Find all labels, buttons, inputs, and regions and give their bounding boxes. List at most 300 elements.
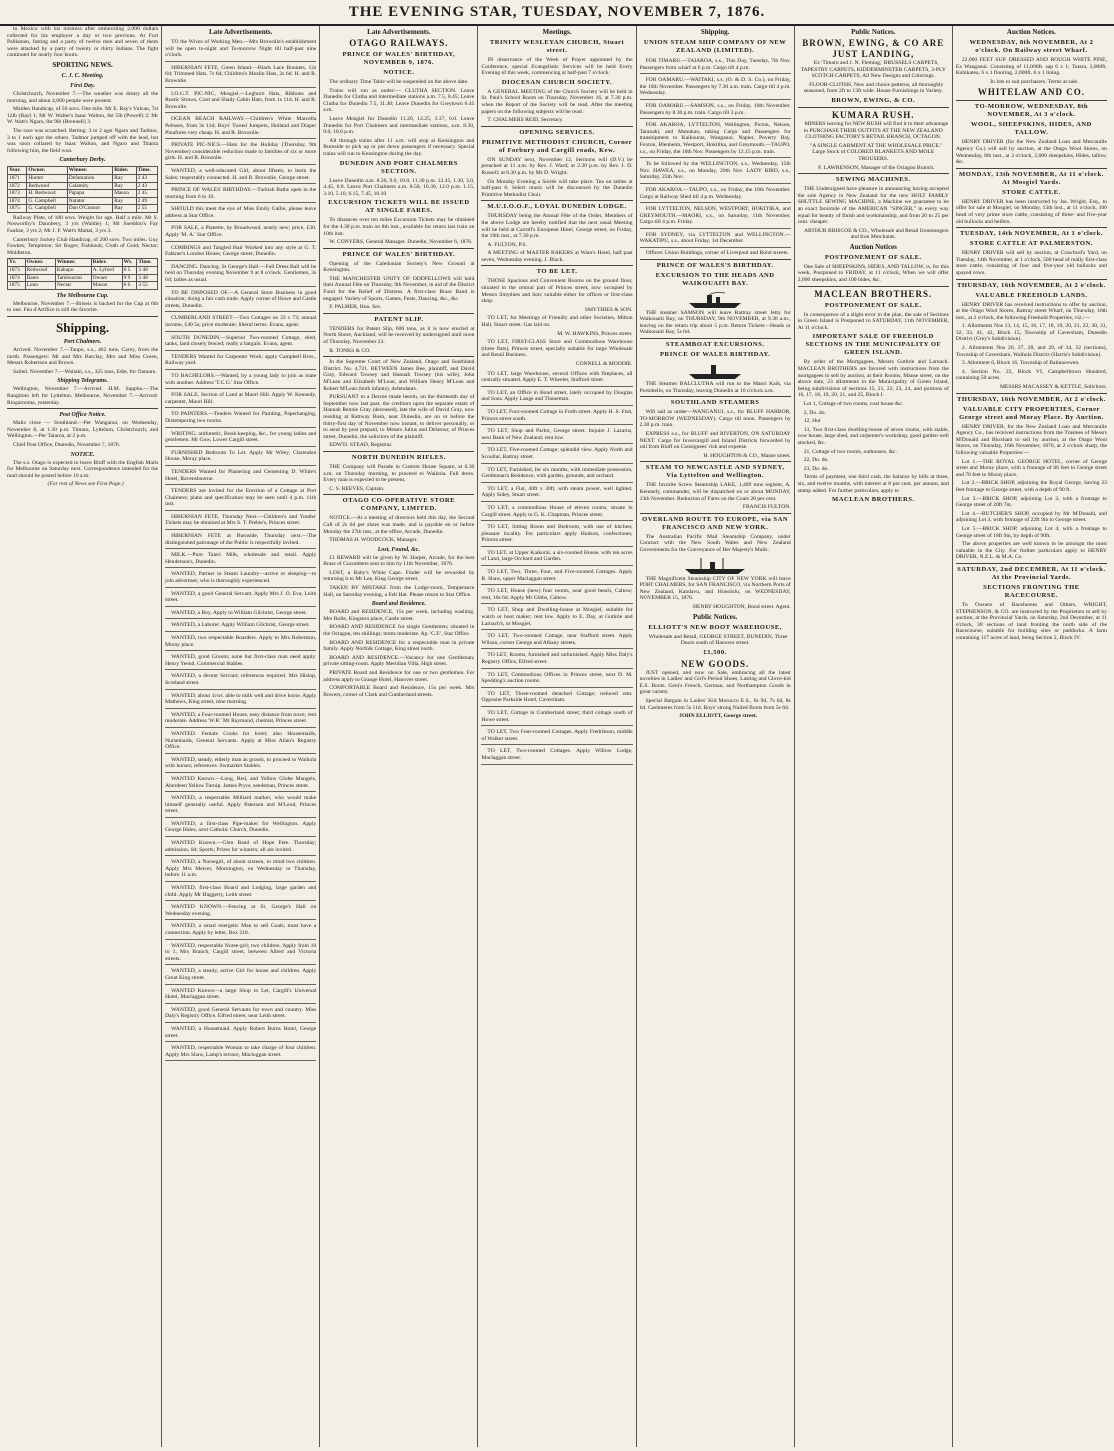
table-cell: 1874 (8, 274, 26, 282)
kumara-signature: F. LAWRENSON, Manager of the Octagon Branch. (818, 164, 935, 171)
table-header-cell: Winner. (67, 167, 112, 175)
classified-ad: WANTED, a smart energetic Man to sell Coals; must have a connection. Apply by letter, Box 218. (165, 922, 316, 939)
board-item: BOARD AND RESIDENCE for a respectable man in private family. Apply Norfolk Cottage, King street north. (323, 639, 475, 653)
auction-subtitle: STORE CATTLE AT PALMERSTON. (969, 240, 1093, 248)
newcastle-paragraph: THE favorite Screw Steamship LAKE, 1,489 tons register, A. Kennedy, commander, will be dispatched on or about MONDAY, 13th November. Reduction of Fares on the Coast 20 per cent. (639, 482, 791, 502)
sailing-notice: FOR LYTTELTON, NELSON, WESTPORT, HOKITIKA, and GREYMOUTH.—MAORI, s.s., on Saturday, 11th November. Cargo till 4 p.m. Friday. (640, 205, 791, 229)
elliott-subtitle: Wholesale and Retail, GEORGE STREET, DUNEDIN, Three Doors south of Hanover street. (648, 633, 788, 647)
church-title: TRINITY WESLEYAN CHURCH, Stuart street. (489, 39, 625, 54)
table-header-cell: Wt. (122, 259, 137, 267)
lost-heading: Lost, Found, &c. (377, 546, 420, 553)
table-row (8, 205, 158, 213)
table-header-cell: Rider. (113, 167, 136, 175)
divider (7, 408, 158, 409)
lodge-signature: A. FULTON, P.S. (487, 241, 527, 248)
table-body (8, 174, 158, 212)
classified-ad: TO PAINTERS.—Tenders Wanted for Painting, Paperhanging, Distempering two rooms. (165, 410, 316, 427)
court-signature: EDW'D. STEAD, Registrar. (329, 442, 393, 449)
classified-ad: SOUTH DUNEDIN.—Superior Two-roomed Cottage, shed, tanks, land closely fenced; really a bargain. Evans, agent. (165, 334, 316, 351)
lot-item: Lot 1, Cottage of two rooms, coal house &c. (803, 401, 904, 407)
divider (956, 393, 1107, 394)
divider (798, 173, 949, 174)
divider (640, 338, 791, 339)
elliott-paragraph: Special Bargain in Ladies' Kid Morocco E.S., 6s 9d, 7s 6d, 8s 6d. Cashmeres from 5s 11d. Boys' strong Nailed Boots from 5s 6d. (639, 698, 791, 711)
classified-ad: TO BACHELORS.—Wanted, by a young lady to join as mate with another. Address 'T.C.G.' Star Office. (165, 372, 316, 389)
shipping-paragraph: Wellington, November 7.—Arrived: H.M. Sappho.—The Rangitoto left for Lyttelton. Melbourne, November 7.—Arrived: Ringarooma, yesterday. (7, 386, 159, 406)
table-cell: 1874 (8, 197, 27, 205)
table-cell: G. Campbell (27, 197, 67, 205)
auction-note: In lots to suit purchasers. Terms at sale. (990, 78, 1079, 85)
divider (323, 356, 474, 357)
elliott-amount: £1,500. (703, 648, 727, 656)
table-cell: Mason (113, 190, 136, 198)
table-cell: Mason (91, 282, 122, 290)
steamer-icon (640, 361, 791, 381)
notice-paragraph: The s.s. Otago is expected to leave Bluff with the English Mails for Melbourne on Saturday next. Correspondence intended for the mail should be posted before 10 a.m. (7, 459, 159, 479)
classified-ad: TENDERS are invited for the Erection of a Cottage at Port Chalmers; plans and specification may be seen until 4 p.m. 11th inst. (165, 487, 316, 511)
postponement-title: POSTPONEMENT OF SALE. (824, 253, 922, 261)
rifles-signature: C. S. REEVES, Captain. (329, 485, 385, 492)
auction-paragraph: HENRY DRIVER (for the New Zealand Loan and Mercantile Agency Co.) will sell by auction, at the Otago Wool Stores, on Wednesday, 8th inst., at 3 o'clock, 2,000 sheepskins, Hides, tallow, &c. (955, 139, 1107, 166)
columns (4, 26, 1110, 1447)
whitelaw-title: WHITELAW AND CO. (977, 87, 1085, 98)
important-sale-signature: MACLEAN BROTHERS. (832, 496, 915, 504)
table-header-cell: Yr. (8, 259, 26, 267)
divider (323, 451, 474, 452)
to-let-signature: CONNELL & MOODIE. (575, 361, 633, 367)
masthead: THE EVENING STAR, TUESDAY, NOVEMBER 7, 1876. (0, 0, 1114, 26)
day-heading: First Day. (70, 82, 95, 89)
classified-ad: WANTED, two respectable Boarders. Apply to Mrs Robertson, Moray place. (165, 634, 316, 651)
diocesan-paragraph: A GENERAL MEETING of the Church Society will be held in St. Paul's School Room on Thursday, November 16, at 7.30 p.m. when the Report of the Society will be read. After the meeting papers on the following subjects will be read. (481, 88, 633, 115)
sailing-notice: FOR TIMARU.—TAIAROA, s.s., This Day, Tuesday, 7th Nov. Passengers from wharf at 6 p.m. Cargo till 4 p.m. (640, 57, 791, 74)
auction-notices-heading: Auction Notices. (1006, 28, 1056, 36)
lots-list (956, 459, 1107, 540)
column-meetings (477, 26, 635, 1447)
divider (323, 494, 474, 495)
overland-title: OVERLAND ROUTE TO EUROPE, via SAN FRANCISCO AND NEW YORK. (642, 515, 789, 531)
usc-signature: Offices: Union Buildings, corner of Liverpool and Bond streets. (645, 250, 789, 257)
to-let-item: TO LET, Three-roomed detached Cottage; reduced rent. Opposite Parkside Hotel, Caversham. (481, 690, 632, 707)
to-let-list (481, 370, 632, 765)
auction-date: THURSDAY, 16th NOVEMBER, At 2 o'clock. (956, 395, 1106, 403)
derby-heading: Canterbury Derby. (59, 157, 106, 164)
table-row (8, 174, 158, 182)
postponement-paragraph: One Sale of SHEEPSKINS, HIDES, AND TALLOW, is, for this week, Postponed to FRIDAY, at 11 o'clock, When we will offer 2,000 sheepskins, and 100 hides, &c. (797, 263, 949, 284)
classified-ad: COMBINGS and Tangled Hair Worked into any style at G. T. Falkner's London House, George street, Dunedin. (165, 244, 316, 261)
classified-ad: WANTED, steady, elderly man as groom, to proceed to Waihola with horses; references. Swmarket Stables. (165, 756, 316, 773)
auction-subtitle: VALUABLE CITY PROPERTIES, Corner George street and Moray Place. By Auction. (959, 405, 1104, 421)
to-let-item: TO LET, a Flat, 40ft x 30ft, with steam power, well lighted. Apply Sidey, Stuart street. (481, 485, 632, 502)
to-let-item: TO LET, Four-roomed Cottage in Forth street. Apply H. S. Fish, Princes street south. (481, 408, 632, 425)
derby-table (7, 166, 158, 213)
auction-paragraph: HENRY DRIVER will sell by auction, at Crawford's Yard, on Tuesday, 14th November, at 1 o'clock, 500 head of really first-class store cattle, consisting of four and five-year old bullocks and spayed cows. (955, 250, 1107, 276)
properties-list (956, 323, 1107, 382)
elliott-title: ELLIOTT'S NEW BOOT WAREHOUSE, (648, 623, 782, 631)
lodge-title: M.U.I.O.O.F., LOYAL DUNEDIN LODGE. (487, 203, 627, 211)
table-cell: Kakapo (55, 267, 91, 275)
table-cell: 2 49 (136, 197, 158, 205)
classified-ad: WANTED, a steady, active Girl for house and children. Apply Great King street. (165, 967, 316, 984)
table-cell: 1871 (8, 174, 27, 182)
birthday-title: PRINCE OF WALES' BIRTHDAY. (342, 250, 456, 258)
railways-paragraph: Trains will run as under:— CLUTHA SECTION. Leave Dunedin for Clutha and intermediate stations a.m. 7.5, 8.45; Leave Clutha for Dunedin 7.5, 11.40; Leave Dunedin for Greytown 6.45 a.m. (323, 87, 475, 114)
shipping-heading: Shipping. (700, 28, 730, 36)
table-header-cell: Owner. (25, 259, 55, 267)
to-let-signature: SMYTHIES & SON. (584, 306, 633, 313)
kumara-title: KUMARA RUSH. (832, 109, 915, 120)
coop-title: OTAGO CO-OPERATIVE STORE COMPANY, LIMITED. (342, 497, 456, 513)
express-signature: H. HOUGHTON & CO., Manse street. (703, 452, 791, 459)
divider (481, 265, 632, 266)
shipping-paragraph: Sailed. November 7.—Waitaki, s.s., 325 tons, Edie, for Oamaru. (13, 368, 157, 375)
slip-title: PATENT SLIP. (374, 315, 424, 323)
steamer-icon (640, 290, 791, 310)
classified-ad: WANTED, respectable Nurse-girl; two children. Apply from 10 to 1, Mrs Branch, Cargill street, between Albert and Victoria streets. (165, 942, 316, 966)
classified-ad: WANTED, about 1cwt. able to milk well and drive horse. Apply Mathews, King street, nine morning. (165, 692, 316, 709)
table-cell: 1873 (8, 190, 27, 198)
lodge-paragraph: THURSDAY being the Annual Fête of the Order, Members of the above Lodge are hereby notified that the next usual Meeting will be held at Carroll's European Hotel, George street, on Friday, the 10th inst., at 7.30 p.m. (481, 213, 633, 240)
table-cell: G. Campbell (27, 205, 67, 213)
telegrams-heading: Shipping Telegrams. (57, 378, 108, 385)
table-header-row (8, 259, 158, 267)
sporting-heading: SPORTING NEWS. (52, 60, 113, 69)
classified-ad: TENDERS Wanted for Carpenter Work; apply Campbell Bros., Railway yard. (165, 353, 316, 370)
to-let-item: TO LET, Sitting Room and Bedroom, with use of kitchen; pleasant locality. For particulars apply Hudson, confectioner, Princes street. (481, 523, 632, 547)
newcastle-title: STEAM TO NEWCASTLE AND SYDNEY, Via Lyttelton and Wellington. (645, 464, 785, 480)
continued-note: (For rest of News see First Page.) (47, 481, 124, 488)
notice-heading: NOTICE. (70, 451, 95, 458)
elliott-signature: JOHN ELLIOTT, George street. (679, 713, 758, 720)
railways-paragraph: All through trains after 11 a.m. will stop at Kensington and Burnside to pick up or put down passengers if necessary. Special trains will run to Kensington during the day. (323, 137, 475, 157)
bec-paragraph: FLOOR-CLOTHS, New and choice patterns, all thoroughly seasoned, from 2ft to 13ft wide. House Furnishings in Variety. (803, 81, 944, 95)
classified-ad: HIBERNIAN FETE at Burnside, Thursday next.—The distinguished patronage of the Public is respectfully invited. (165, 532, 316, 549)
classified-ad: WANTED, a decent Servant; references required. Mrs Hislop, Scotland street. (165, 672, 316, 689)
table-cell: Tambourini (55, 274, 91, 282)
table-row (8, 282, 158, 290)
sewing-title: SEWING MACHINES. (835, 176, 911, 184)
auction-subtitle: WOOL, SHEEPSKINS, HIDES, AND TALLOW. (970, 121, 1092, 137)
divider (956, 168, 1107, 169)
newcastle-signature: FRANCIS FULTON. (742, 504, 791, 511)
race-paragraph: The race was scratched. Betting: 3 to 2 agst Ngaro and Tadmor, 3 to 1 each agst the others. Tadmor jumped off with the lead, but was soon collared by Isaac Walton, and Ngaro and Titania following him, the field won. (7, 127, 159, 154)
table-cell: 3 55 (137, 282, 158, 290)
to-let-item: TO LET, a commodious House of eleven rooms, situate in Cargill street. Apply to G. K. Chapman, Princes street. (481, 504, 632, 521)
table-header-cell: Winner. (55, 259, 91, 267)
column-news (4, 26, 161, 1447)
meetings-heading: Meetings. (542, 28, 572, 36)
lot-item: 13, Two first-class dwelling-house of seven rooms, with stable, cow house, large shed, and carpenter's workshop, good garden well stocked, &c. (797, 426, 949, 446)
classified-ad: TO BE DISPOSED OF.—A General Store Business in good situation; doing a fair cash trade. Apply corner of Howe and Castle streets, Dunedin. (165, 289, 316, 313)
table-row (8, 182, 158, 190)
classified-ad: WANTED, a Nursegirl, of about sixteen, to mind two children. Apply Mrs Mercer, Mornington, on Wednesday or Thursday, before 11 a.m. (165, 858, 316, 882)
to-let-item: TO LET, at Upper Kaikorai, a six-roomed House, with ten acres of Land, large Orchard and Garden. (481, 549, 632, 566)
classified-ad: TENDERS Wanted for Plastering and Cementing D. White's Hotel, Ravensbourne. (165, 468, 316, 485)
to-let-item: TO LET, large Warehouse, several Offices with fireplaces, all centrally situated. Apply E. T. Wheeler, Stafford street. (481, 370, 632, 387)
to-let-title: TO BE LET. (536, 268, 578, 276)
divider (798, 107, 949, 108)
slip-paragraph: TENDERS for Patent Slip, 600 tons, as it is now erected at North Shore, Auckland, will be received by undersigned until noon of Thursday, November 23. (323, 325, 475, 346)
classified-ad: WRITING, arithmetic, Book-keeping, &c., for young ladies and gentlemen. Mr Gow, Lower Cargill street. (165, 430, 316, 447)
property-item: 2. Allotments Nos 26, 27, 28, and 29, of 34, 22 (sections), Township of Caversham, Waihola District (Harris's Subdivision). (955, 345, 1107, 358)
railways-paragraph: Leave Mosgiel for Dunedin 11.20, 12.25, 3.37, 6.0. Leave Dunedin for Port Chalmers and intermediate stations, a.m. 8.30, 9.0, 10.0 p.m. (323, 115, 475, 136)
classified-ad: WANTED, a well-educated Girl, about fifteen, to learn the Sales; respectably connected. H. and R. Brownlie, George street. (165, 167, 316, 184)
board-item: BOARD AND RESIDENCE for single Gentlemen; situated in the Octagon, ten shillings; terms moderate. Ap. 'C.F.', Star Office. (323, 624, 475, 638)
divider (640, 396, 791, 397)
to-let-item: TO LET, Cottage in Cumberland street; third cottage south of Howe street. (481, 709, 632, 726)
usc-title: UNION STEAM SHIP COMPANY OF NEW ZEALAND (LIMITED). (643, 39, 787, 54)
to-let-item: TO LET, Two Four-roomed Cottages. Apply Fredrikson, middle of Walker street. (481, 728, 632, 745)
sailing-notice: FOR AKAROA, LYTTELTON, Wellington, Picton, Nelson, Taranaki, and Manukau, taking Cargo and Passengers for transhipment to Kaikouras, Wanganui, Napier, Poverty Bay, Foxton, Blenheim, Westport, Hokitika, and Greymouth.—TAUPO, s.s., on Friday, the 10th Nov. Passengers by 12.15 p.m. train. (640, 121, 791, 158)
table-cell: Ray (113, 174, 136, 182)
slip-signature: R. TONKS & CO. (329, 347, 371, 354)
column-late-ads-2 (319, 26, 477, 1447)
classified-ad: WANTED, a Housemaid. Apply Robert Burns Hotel, George street. (165, 1025, 316, 1042)
classified-ad: TO the Wives of Working Men.—Mrs Brownlie's establishment will be open to-night and To-morrow Night till half-past nine o'clock. (165, 38, 316, 62)
divider (7, 316, 158, 317)
table-cell: Calamity (67, 182, 112, 190)
port-heading: Port Chalmers. (63, 339, 102, 345)
column-public-notices (794, 26, 952, 1447)
auction-date: THURSDAY, 16th NOVEMBER, At 2 o'clock. (956, 281, 1106, 289)
sailing-notice: To be followed by the WELLINGTON, s.s., Wednesday, 15th Nov. HAWEA, s.s., on Monday, 20th Nov. LADY BIRD, s.s., Saturday, 25th Nov. (640, 160, 791, 184)
table-body (8, 267, 158, 290)
sailing-notice: FOR OAMARU.—WAITAKI, s.s. (O. & D. S. Co.), on Friday, the 10th November. Passengers by 7.30 a.m. train. Cargo till 4 p.m. Wednesday. (640, 76, 791, 100)
auction-date: MONDAY, 13th NOVEMBER, At 11 o'clock. At Mosgiel Yards. (959, 170, 1104, 186)
to-let-item: TO LET, House (new) four rooms, near good beach, Caltow; rent, 10s 6d. Apply Mr Gibbs, Caltow. (481, 587, 632, 604)
overland-signature: HENRY HOUGHTON, Bond street. Agent. (692, 603, 791, 610)
divider (640, 259, 791, 260)
elliott-goods: NEW GOODS. (680, 658, 750, 669)
late-ads-heading: Late Advertisements. (367, 28, 431, 36)
cj-heading: C. J. C. Meeting. (61, 72, 104, 79)
excursion-signature: W. CONYERS, General Manager. Dunedin, November 6, 1876. (329, 239, 473, 246)
church-paragraph: IN observance of the Week of Prayer appointed by the Conference, special Evangelistic Services will be held Every Evening of this week, commencing at half-past 7 o'clock. (481, 57, 633, 77)
classified-ad: WANTED, first-class Board and Lodging, large garden and child. Apply Mr Haggerty, Leith street. (165, 884, 316, 901)
divider (956, 100, 1107, 101)
sailing-notice: FOR OAMARU.—SAMSON, s.s., on Friday, 10th November. Passengers by 8.30 p.m. train. Cargo till 3 p.m. (640, 102, 791, 119)
property-item: 1. Allotments Nos 13, 14, 15, 16, 17, 18, 19, 20, 21, 22, 30, 31, 32, 33, 41, 42, Block 15, Township of Caversham, Dunedin District (Grey's Subdivision). (955, 323, 1107, 343)
divider (640, 461, 791, 462)
auction-subtitle: STORE CATTLE. (1002, 188, 1061, 196)
opening-paragraph: ON SUNDAY next, November 12, Sermons will (D.V.) be preached at 11 a.m. by Rev. J. Ward; at 2.30 p.m. by Rev. J. D. Russell; at 6.30 p.m. by Mr D. Wright. (481, 156, 633, 176)
divider (956, 279, 1107, 280)
opening-subtitle: PRIMITIVE METHODIST CHURCH, Corner of Forbury and Cargill roads, Kew. (481, 138, 633, 154)
late-ads-heading: Late Advertisements. (209, 28, 273, 36)
birthday-paragraph: Opening of the Caledonian Society's New Ground at Kensington. (323, 260, 475, 274)
table-header-row (8, 167, 158, 175)
classified-ad: WANTED, a Four-roomed House, easy distance from town; rent moderate. Address 'W.R.' Mr Raymond, chemist, Princes street. (165, 711, 316, 728)
table-header-cell: Owner. (27, 167, 67, 175)
auction-date: WEDNESDAY, 8th NOVEMBER, At 2 o'clock. On Railway street Wharf. (969, 39, 1094, 54)
southland-title: SOUTHLAND STEAMERS (670, 399, 760, 407)
divider (323, 248, 474, 249)
lots-list (798, 401, 949, 472)
classified-ad: WANTED KNOWN.—Fencing at St. George's Hall on Wednesday evening. (165, 903, 316, 920)
table-header-cell: Time. (136, 167, 158, 175)
to-let-item: TO LET, an Office in Bond street, lately occupied by Douglas and Sons. Apply Lange and Thoneman. (481, 389, 632, 406)
table-header-cell: Time. (137, 259, 158, 267)
opening-paragraph: On Monday Evening a Soirée will take place. Tea on tables at half-past 6. Select music will be discoursed by the Dunedin Primitive Methodist Choir. (481, 178, 633, 198)
table-row (8, 197, 158, 205)
court-paragraph: PURSUANT to a Decree made herein, on the thirteenth day of September now last past, the creditors upon the separate estate of Hannah Rennie Gray (deceased), late the wife of David Gray, now residing at Rattway Bush, near Dunedin, are on or before the thirty-first day of November now instant, to deliver personally, or to send by post prepaid, to Messrs Julius and Delatour, of Princes street, Dunedin, the solicitors of the plaintiff. (323, 394, 475, 440)
property-item: 4. Section No. 22, Block VI, Campbelltown Hundred, containing 50 acres. (955, 368, 1107, 382)
classified-ad: HIBERNIAN FETE, Thursday Next.—Children's and Youths' Tickets may be obtained at Mrs S. T. Prebie's, Princes street. (165, 513, 316, 530)
auction-paragraph: To Owners of Racehorses and Others. WRIGHT, STEPHENSON, & CO. are instructed by the Proprietors to sell by auction, at the Provincial Yards, on Saturday, 2nd December, at 11 o'clock, 30 sections of land fronting the north side of the Racecourse, suitable for building sites or paddocks. A farm containing 117 acres of land, being Section 2, Block IV. (955, 601, 1107, 641)
divider (798, 286, 949, 287)
table-cell: Defamation (67, 174, 112, 182)
auction-paragraph: HENRY DRIVER has received instructions to offer by auction, at the Otago Wool Stores, Rattray street Wharf, on Thursday, 16th inst., at 2 o'clock, the following Freehold Properties, viz.:— (955, 301, 1107, 321)
table-cell: Ray (113, 182, 136, 190)
auction-paragraph: HENRY DRIVER has been instructed by Jas. Wright, Esq., to offer for sale at Mosgiel, on Monday, 13th inst., at 11 o'clock, 100 head of very prime store cattle, consisting of three- and five-year old bullocks and heifers. (955, 198, 1107, 225)
overland-paragraph: The Australian Pacific Mail Steamship Company, under Contract with the New South Wales and New Zealand Governments for the Conveyance of Her Majesty's Mails. (639, 533, 791, 553)
sewing-paragraph: THE Undersigned have pleasure in announcing having accepted the sole Agency in New Zealand for the new HOLT FAMILY SHUTTLE SEWING MACHINE, a Machine we guarantee to be an exact facsimile of the AMERICAN "SINGER," in every way equal for beauty of finish and workmanship, and from 20 to 25 per cent. cheaper. (797, 186, 949, 226)
lot-item: 21, Cottage of two rooms, outhouses, &c. (803, 448, 897, 455)
oddfellows-paragraph: THE MANCHESTER UNITY OF ODDFELLOWS will hold their Annual Fête on Thursday, 9th November, in aid of the District Fund for the Relief of Distress. A first-class Brass Band is engaged. Variety of Sports, Games, Feats, Dancing, &c., &c. (323, 275, 475, 302)
lost-item: £1 REWARD will be given by W. Harper, Arcade, for the best Brass of Cucumbers sent to him by 11th November, 1876. (323, 554, 475, 568)
classified-ad: FOR SALE, a Pianette, by Broadwood, nearly new; price, £30. Apply 'M. A.' Star Office. (165, 224, 316, 241)
board-item: BOARD and RESIDENCE, 15s per week, including washing. Mrs Rolle, Kingston place, Castle street. (323, 609, 475, 622)
table-cell: Redwood (25, 267, 55, 275)
table-cell: 9 9 (122, 274, 137, 282)
to-let-item: TO LET, Rooms, furnished and unfurnished. Apply Miss Daly's Registry Office, Elfred street. (481, 651, 632, 668)
table-cell: Papapa (67, 190, 112, 198)
table-cell: 2 55 (136, 205, 158, 213)
classified-ad: FURNISHED Bedroom To Let. Apply Mr Wiley, Clarendon House, Moray place. (165, 449, 316, 466)
table-cell: 1875 (8, 205, 27, 213)
classified-ad: SHOULD this meet the eye of Miss Emily Gallie, please leave address at Star Office. (165, 205, 316, 222)
auction-date: TO-MORROW, WEDNESDAY, 8th NOVEMBER, At 3 o'clock. (974, 103, 1089, 119)
bakers-paragraph: A MEETING of MASTER BAKERS at Wain's Hotel, half past seven, Wednesday evening. J. Black. (481, 250, 633, 263)
auction-signature: MESSRS MACASSEY & KETTLE, Solicitors. (999, 384, 1107, 391)
steamship-icon (640, 556, 791, 576)
to-let-item: TO LET, Two, Three, Four, and Five-roomed Cottages. Apply R. Shaw, upper Maclaggan street. (481, 568, 632, 585)
classified-ad: WANTED Known.—Long, Red, and Yellow Globe Mangels, Aberdeen Yellow Turnip. James Pryor, seedsman, Princes street. (165, 775, 316, 792)
timetable: Leave Dunedin a.m. 8.30, 9.0, 10.0, 11.30 p.m. 12.45, 1.30, 3.0, 4.45, 6.0. Leave Port Chalmers a.m. 8.50, 10.30, 12.0 p.m. 1.15, 3.10, 5.10, 6.15, 7.45, 10.10 (323, 177, 475, 197)
table-header-cell: Rider. (91, 259, 122, 267)
classified-ad: WANTED, Partner in Steam Laundry—active or sleeping—to join advertiser, who is thoroughly experienced. (165, 570, 316, 587)
usc-list (640, 57, 791, 248)
coop-signature: THOMAS H. WOODCOCK, Manager. (329, 537, 418, 544)
table-row (8, 267, 158, 275)
table-cell: 1872 (8, 182, 27, 190)
table-cell: 3 48 (137, 267, 158, 275)
lot-item: 22, Do. do. (803, 457, 829, 464)
table-row (8, 190, 158, 198)
kumara-paragraph: MINERS leaving for NEW RUSH will find it to their advantage to PURCHASE THEIR OUTFITS AT THE NEW ZEALAND CLOTHING FACTORY'S RETAIL BRANCH, OCTAGON. (803, 120, 949, 141)
excursion-title: EXCURSION TICKETS WILL BE ISSUED AT SINGLE FARES. (328, 199, 470, 215)
table-cell: 6 6 (122, 282, 137, 290)
table-cell: 2 43 (136, 182, 158, 190)
excursion-paragraph: To distances over ten miles Excursion Tickets may be obtained for the 4.30 p.m. train on 8th inst., available for return last train on 10th inst. (323, 217, 475, 237)
important-sale-paragraph: Terms of payment, one third cash, the balance by bills at three, six, and twelve months, with interest at 8 per cent. per annum, and stamp added. For further particulars, apply to (797, 474, 949, 494)
important-sale-paragraph: By order of the Mortgagees, Messrs Guthrie and Larnach. MACLEAN BROTHERS are favored with instructions from the mortgagees to sell by auction, at their Rooms, Manse street, on the above date, 23 allotments in the Municipality of Green Island, being subdivisions of sections 15, 21, 22, 23, 24, and portions of 16, 17, 18, 19, 20, 21, and 25, Block I. (797, 359, 949, 399)
rifles-paragraph: THE Company will Parade in Custom House Square, at 6.30 a.m. on Thursday morning, to proceed to Waihola. Full dress. Every man is expected to be present. (323, 463, 475, 484)
to-let-item: TO LET, Commodious Offices in Princes street, next D. M. Spedding's auction rooms. (481, 671, 632, 688)
shipping-heading: Shipping. (56, 320, 110, 335)
classified-ad: WANTED. Female Cooks for hotel; also Housemaids, Nursemaids, General Servants. Apply at Miss Allan's Registry Office. (165, 730, 316, 754)
divider (481, 126, 632, 127)
divider (956, 563, 1107, 564)
table-cell: Ray (113, 205, 136, 213)
auction-subtitle: VALUABLE FREEHOLD LANDS. (975, 291, 1088, 299)
section-title: DUNEDIN AND PORT CHALMERS SECTION. (339, 159, 458, 175)
diocesan-title: DIOCESAN CHURCH SOCIETY. (501, 78, 613, 86)
divider (640, 513, 791, 514)
table-cell: H. Redwood (27, 190, 67, 198)
bec-title: BROWN, EWING, & CO ARE JUST LANDING, (802, 38, 945, 59)
auction-notices-heading: Auction Notices (849, 242, 897, 251)
shipping-paragraph: Arrived. November 7.—Taupo, s.s., 462 tons, Carey, from the north. Passengers: Mr and Mrs Barclay, Mrs and Miss Green, Messrs Robertson and Brown. (7, 347, 159, 367)
race-paragraph: Maiden Handicap, of 50 sovs. One mile. Mr E. Ray's Vulcan, 7st 12lb (Ray) 1; Mr W. Walter's Isaac Walton, 8st 5lb (Powell) 2; Mr W. Watt's Ngaro, 8st 9lb (Brennell) 3. (7, 106, 159, 126)
table-cell: Hunter (27, 174, 67, 182)
board-item: PRIVATE Board and Residence for one or two gentlemen. For address apply to Grange Hotel, Hanover street. (323, 670, 475, 683)
kumara-paragraph: "A SINGLE GARMENT AT THE WHOLESALE PRICE." Large Stock of COLORED BLANKETS AND MOLE TROUSERS. (809, 142, 943, 162)
cup-table (7, 258, 158, 289)
property-item: 3. Allotment 6, Block 16, Township of Balmacewen. (961, 360, 1080, 367)
table-cell: Bates (25, 274, 55, 282)
excursion-subtitle: EXCURSION TO THE HEADS AND WAIKOUAITI BAY. (655, 271, 775, 287)
melbourne-heading: The Melbourne Cup. (56, 292, 109, 299)
classified-ad: WANTED, good General Servants for town and country. Miss Daly's Registry Office, Elfred street, near Leith street. (165, 1006, 316, 1023)
table-cell: Owner (91, 274, 122, 282)
news-intro: to Mexico with his mistress after embezzling 2,000 dollars collected for his employer a day or two previous. At Fort Pallisman, fasting and a party of twelve men and seven of them were attacked by a party of twenty or thirty Indians. The fight continued for nearly four hours. (7, 26, 159, 59)
divider (956, 227, 1107, 228)
public-notices-heading: Public Notices. (851, 28, 896, 36)
bec-signature: BROWN, EWING, & CO. (831, 96, 916, 104)
classified-ad: WANTED Known—a large Shop to Let, Cargill's Universal Hotel, Maclaggan street. (165, 987, 316, 1004)
to-let-item: TO LET, Five-roomed Cottage; splendid view. Apply North and Scoullar, Rattray street. (481, 446, 632, 463)
classified-ad: WANTED, a Laborer. Apply William Gilchrist, George street. (165, 621, 316, 632)
to-let-item: TO LET, Shop and Dwelling-house at Mosgiel, suitable for watch or boot maker; rent low. Apply to E. Day, at Guthrie and Larnach's, or Mosgiel. (481, 606, 632, 630)
railways-paragraph: The ordinary Time Table will be suspended on the above date. (329, 79, 469, 85)
board-heading: Board and Residence. (371, 601, 426, 608)
to-let-item: TO LET, Two-roomed Cottages. Apply Willow Lodge, Maclaggan street. (481, 747, 632, 764)
auction-paragraph: 22,000 FEET SUP. DRESSED AND ROUGH WHITE PINE, Ex Wanganui. Consisting of 11,000ft. sap 6 x 1; Totara, 3,000ft. Kahikatea, 6 x 1 flooring, 2,000ft. 6 x 1 lining. (955, 57, 1107, 77)
important-sale-title: IMPORTANT SALE OF FREEHOLD SECTIONS IN THE MUNICIPALITY OF GREEN ISLAND. (805, 333, 942, 357)
coop-paragraph: NOTICE.—At a meeting of directors held this day, the Second Call of 2s 6d per share was made, and is payable on or before Monday the 27th inst., at the office, Arcade, Dunedin. (323, 515, 475, 535)
diocesan-signature: T. CHALMERS REID, Secretary. (487, 117, 564, 124)
table-cell: Redwood (27, 182, 67, 190)
classified-ad: CUMBERLAND STREET.—Two Cottages on 33 x 73; annual income, £40 5s; price moderate; liberal terms. Evans, agent. (165, 314, 316, 331)
southland-paragraph: Will sail as under—WANGANUI, s.s., for BLUFF HARBOR, TO-MORROW (WEDNESDAY). Cargo till noon. Passengers by 2.30 p.m. train. (639, 409, 791, 429)
to-let-paragraph: TO LET, FIRST-CLASS Store and Commodious Warehouse (three flats), Princes street, specially suitable for large Wholesale and Retail Business. (481, 339, 633, 359)
classified-ad: WANTED, a Boy. Apply to William Gilchrist, George street. (165, 609, 316, 620)
to-let-paragraph: THOSE Spacious and Convenient Rooms on the ground floor, situated in the central part of Princes street, now occupied by Messrs Smythies and Son; suitable either for offices or first-class shop. (481, 278, 633, 305)
table-cell: Nectar (55, 282, 91, 290)
classified-ad: OCEAN BEACH RAILWAY.—Children's White Marcella Pelisses, from 3s 11d; Boys' Tweed Jumpers, Holland and Diaper Pinafores very cheap. H. and R. Brownlie. (165, 115, 316, 139)
lot-item: Lot 4.—BUTCHER'S SHOP, occupied by Mr M'Donald, and adjoining Lot 3, with frontage of 22ft 9in to George street. (955, 510, 1107, 524)
table-cell: Dan O'Connor (67, 205, 112, 213)
maclean-title: MACLEAN BROTHERS. (814, 288, 933, 299)
race-paragraph: Railway Plate, of 100 sovs. Weight for age. Half a mile. Mr S. Nosworthy's Daunbery, 3 yrs (Waldie) 1; Mr Sneddon's Fay Faulise, 3 yrs 2; Mr J. F. Watt's Maitai, 3 yrs 3. (7, 214, 159, 235)
sailing-notice: FOR AKAROA.—TAUPO, s.s., on Friday, the 10th November. Cargo at Railway Shed till 4 p.m. Wednesday. (640, 186, 791, 203)
lot-item: Lot 2.—BRICK SHOP, adjoining the Royal George, having 23 feet frontage to George street, with a depth of 90 ft. (955, 480, 1107, 493)
rifles-title: NORTH DUNEDIN RIFLES. (351, 453, 446, 461)
maclean-paragraph: In consequence of a slight error in the plan, the sale of Sections in Green Island is Postponed to SATURDAY, 11th NOVEMBER, At 11 o'clock. (797, 311, 949, 331)
classified-ad: DANCING. Dancing. St George's Hall.—Full Dress Ball will be held on Thursday evening November 9 at 8 o'clock. Gentlemen, 3s 6d; ladies as usual. (165, 263, 316, 287)
table-cell: Natator (67, 197, 112, 205)
public-notices-heading: Public Notices. (692, 612, 738, 621)
auction-date: SATURDAY, 2nd DECEMBER, At 11 o'clock. At the Provincial Yards. (957, 565, 1106, 581)
classified-ad: PRIVATE PIC-NICS.—Hats for the Holiday (Thursday, 9th November) considerable reduction made to families of six or more girls. H. and R. Brownlie. (165, 141, 316, 165)
railways-notice: NOTICE. (383, 69, 415, 76)
lot-item: Lot 1.—THE ROYAL GEORGE HOTEL, corner of George street and Moray place, with a frontage of 66 feet to George street and 70 feet to Moray place. (955, 458, 1107, 478)
table-cell: 2 45 (136, 190, 158, 198)
classified-ad: MILK.—Pure Taieri Milk, wholesale and retail. Apply Henderson's, Dunedin. (165, 551, 316, 568)
lot-item: 23, Do. do. (803, 465, 829, 472)
auction-paragraph: The above properties are well known to be amongst the most valuable in the City. For further particulars apply to HENRY DRIVER, N.Z.L. & M.A. Co. (955, 541, 1107, 561)
